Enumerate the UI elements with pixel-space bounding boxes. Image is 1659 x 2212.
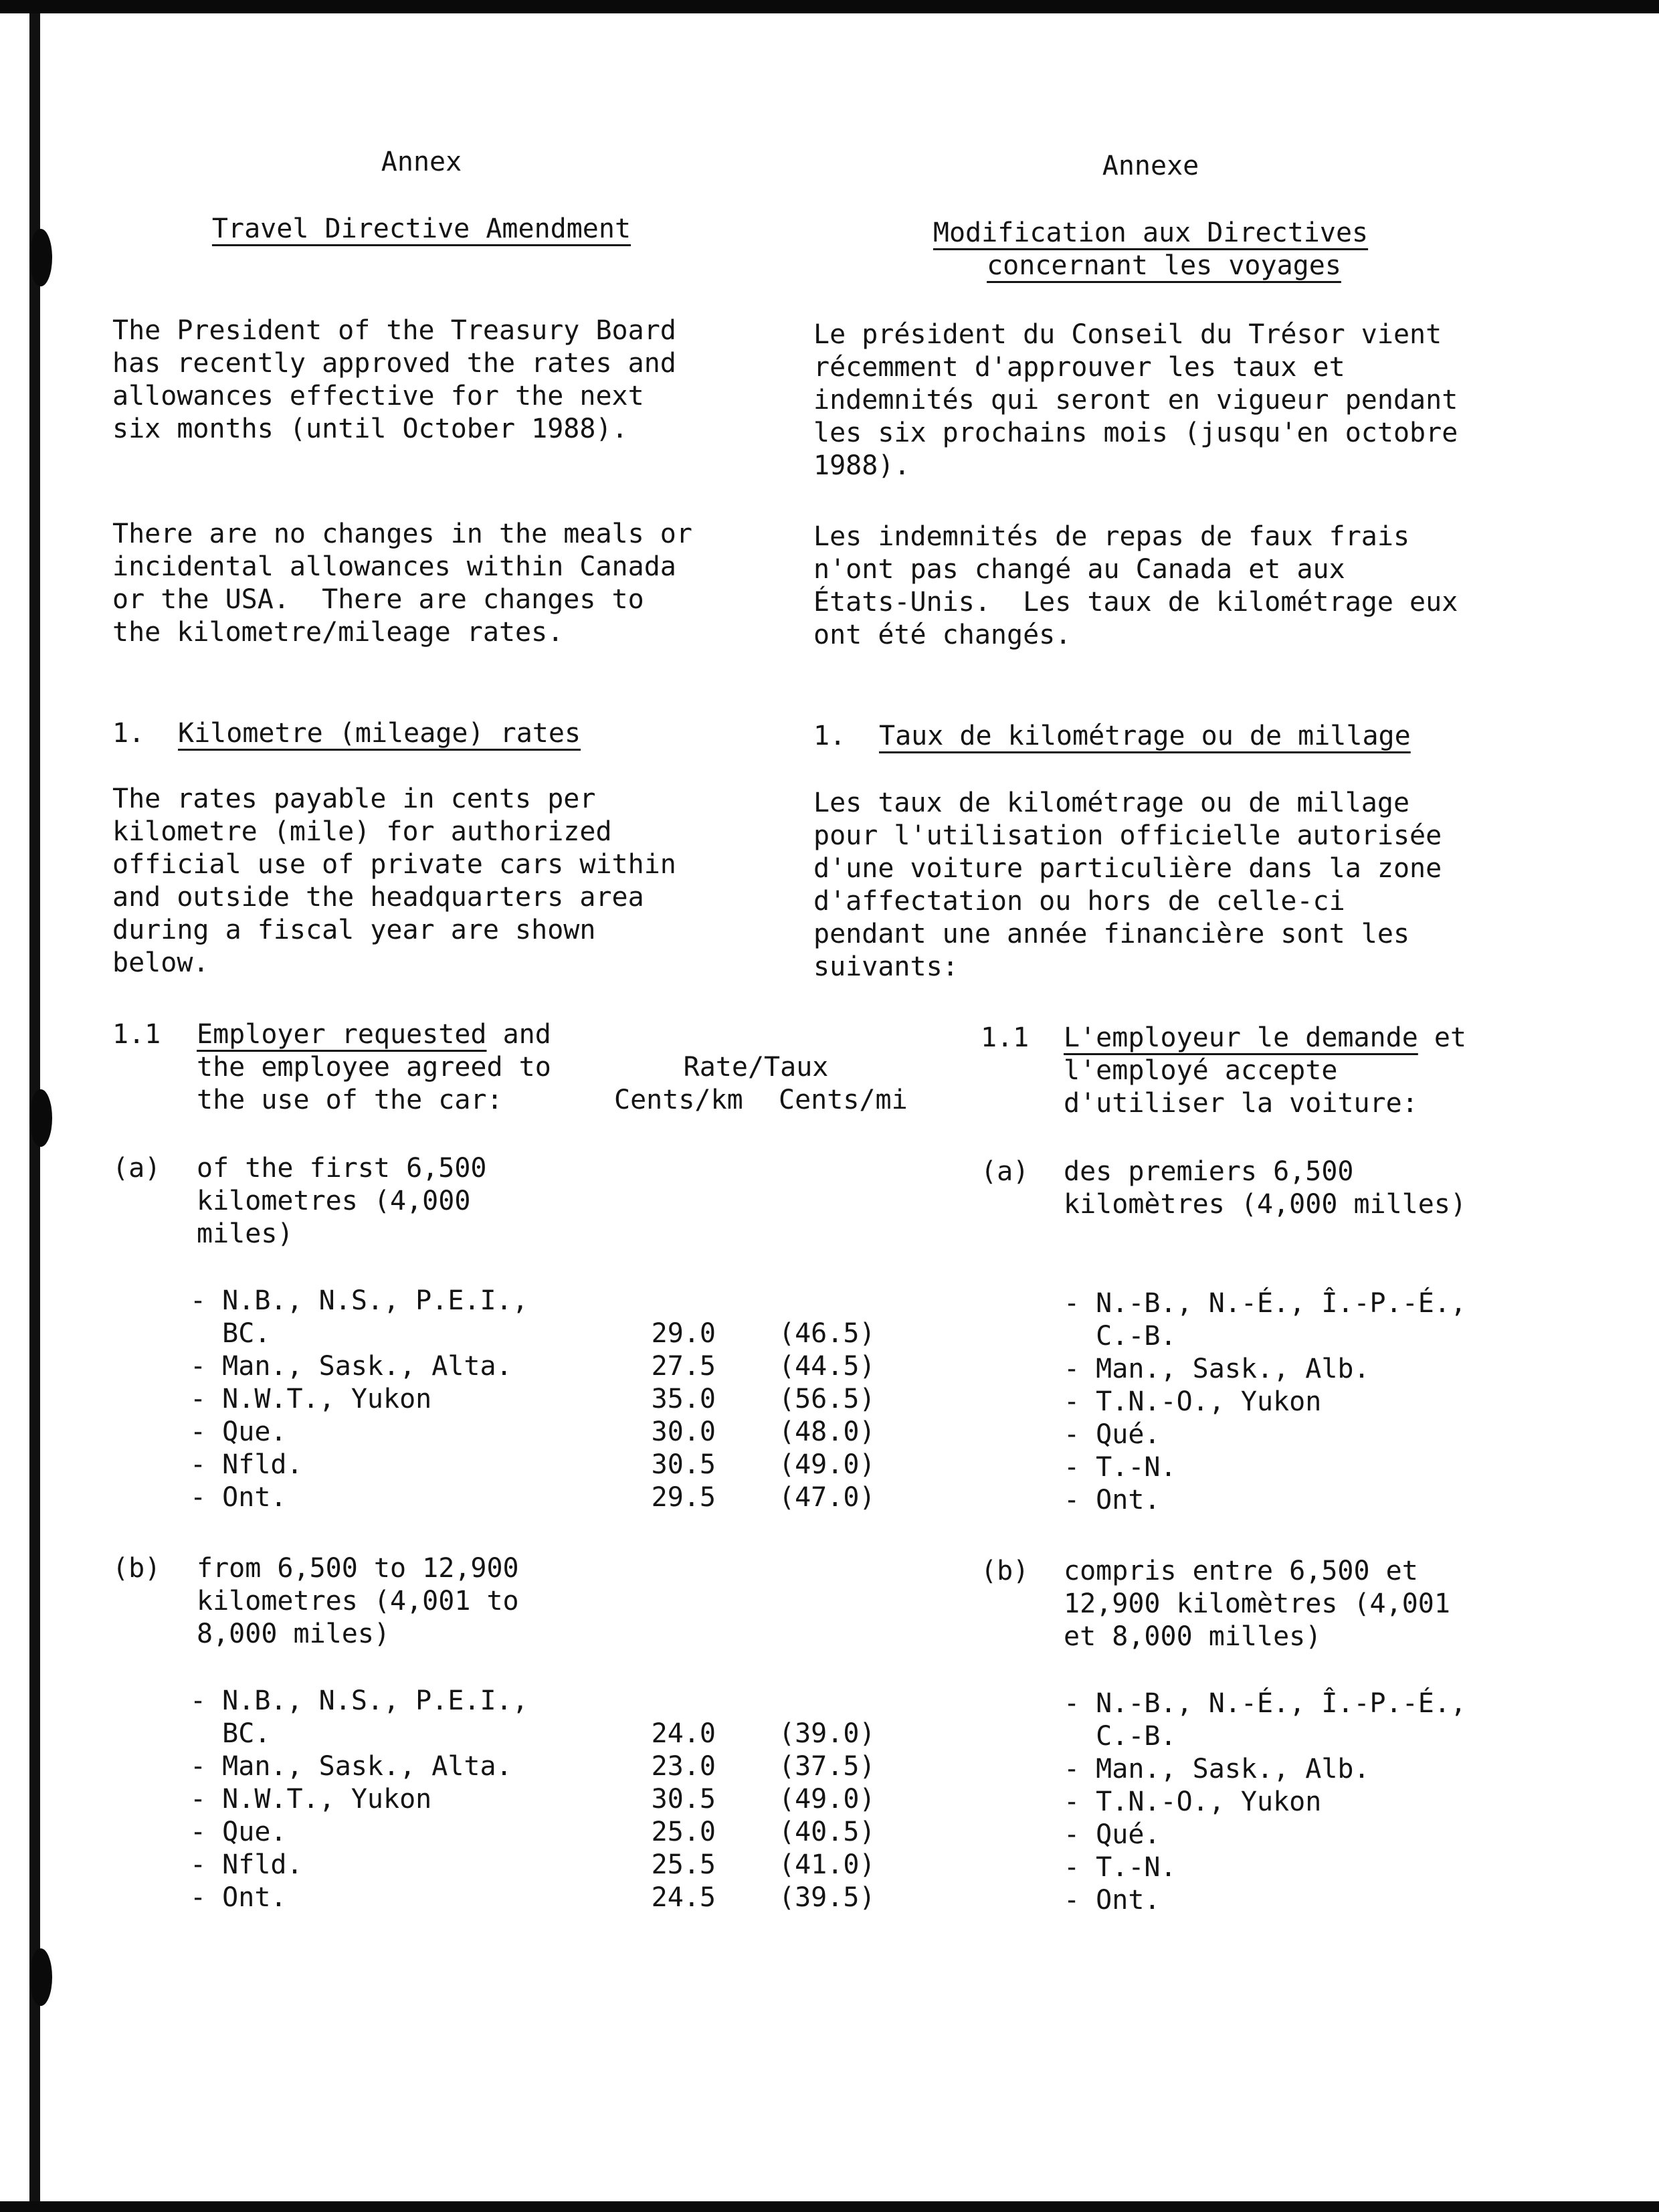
french-b-region: - Man., Sask., Alb.: [1064, 1754, 1370, 1784]
french-b-region: - T.N.-O., Yukon: [1064, 1786, 1322, 1817]
french-a-region: - T.-N.: [1064, 1452, 1177, 1483]
rate-km-cell: 25.5: [651, 1849, 716, 1880]
english-b-region: - Nfld.: [190, 1849, 303, 1880]
rate-km-cell: 23.0: [651, 1751, 716, 1782]
english-b-region: - N.W.T., Yukon: [190, 1784, 432, 1815]
french-a-label: (a): [981, 1156, 1030, 1187]
french-a-region: - Ont.: [1064, 1485, 1161, 1515]
french-subsection-continuation: l'employé accepte d'utiliser la voiture:: [1064, 1055, 1418, 1119]
english-section-number: 1.: [112, 718, 145, 749]
french-b-label: (b): [981, 1556, 1030, 1586]
rate-mi-cell: (44.5): [779, 1351, 876, 1382]
english-a-region: - Ont.: [190, 1482, 287, 1513]
french-a-region: - Qué.: [1064, 1419, 1161, 1450]
french-subsection-number: 1.1: [981, 1022, 1030, 1053]
english-a-label: (a): [112, 1153, 161, 1184]
french-b-text: compris entre 6,500 et 12,900 kilomètres (4,001 et 8,000 milles): [1064, 1556, 1450, 1652]
french-section-number: 1.: [813, 721, 846, 751]
rate-mi-cell: (40.5): [779, 1817, 876, 1847]
rate-km-cell: 27.5: [651, 1351, 716, 1382]
rate-km-cell: 24.5: [651, 1882, 716, 1913]
french-subsection-title: L'employeur le demande: [1064, 1022, 1418, 1053]
french-b-region: - Qué.: [1064, 1819, 1161, 1850]
rate-mi-cell: (46.5): [779, 1318, 876, 1349]
french-subsection-title-rest: et: [1418, 1022, 1467, 1053]
rate-km-cell: 30.5: [651, 1784, 716, 1815]
french-b-region: - T.-N.: [1064, 1852, 1177, 1883]
rate-km-cell: 29.5: [651, 1482, 716, 1513]
rate-km-cell: 29.0: [651, 1318, 716, 1349]
english-subsection-title-rest: and: [486, 1019, 551, 1050]
annexe-heading: Annexe: [1102, 151, 1199, 181]
english-a-region: - Nfld.: [190, 1449, 303, 1480]
rate-mi-cell: (41.0): [779, 1849, 876, 1880]
english-paragraph-2: There are no changes in the meals or incidental allowances within Canada or the USA. There are changes to the kilometre/mileage rates.: [112, 519, 692, 648]
english-b-region: - Man., Sask., Alta.: [190, 1751, 512, 1782]
french-b-region: - Ont.: [1064, 1885, 1161, 1916]
french-title-line-1: Modification aux Directives: [933, 217, 1369, 248]
french-title-line-2: concernant les voyages: [987, 250, 1341, 281]
rate-mi-cell: (48.0): [779, 1416, 876, 1447]
cents-per-mile-header: Cents/mi: [779, 1085, 908, 1115]
english-paragraph-3: The rates payable in cents per kilometre (mile) for authorized official use of private cars within and outside the headquarters area during a fiscal year are shown below.: [112, 784, 676, 978]
scan-top-edge: [0, 0, 1659, 13]
english-b-text: from 6,500 to 12,900 kilometres (4,001 to 8,000 miles): [197, 1553, 519, 1649]
english-b-label: (b): [112, 1553, 161, 1584]
rate-km-cell: 30.5: [651, 1449, 716, 1480]
english-a-region: - N.B., N.S., P.E.I., BC.: [190, 1285, 528, 1349]
english-b-region: - Que.: [190, 1817, 287, 1847]
french-a-region: - Man., Sask., Alb.: [1064, 1354, 1370, 1384]
french-b-region: - N.-B., N.-É., Î.-P.-É., C.-B.: [1064, 1688, 1467, 1752]
english-a-region: - N.W.T., Yukon: [190, 1384, 432, 1414]
english-a-text: of the first 6,500 kilometres (4,000 miles): [197, 1153, 487, 1249]
english-section-title: Kilometre (mileage) rates: [178, 718, 581, 749]
english-subsection-title: Employer requested: [197, 1019, 487, 1050]
rate-km-cell: 25.0: [651, 1817, 716, 1847]
english-title: Travel Directive Amendment: [211, 213, 631, 244]
french-paragraph-1: Le président du Conseil du Trésor vient récemment d'approuver les taux et indemnités qui seront en vigueur pendant les six prochains mois (jusqu'en octobre 1988).: [813, 319, 1458, 481]
scan-bottom-edge: [0, 2201, 1659, 2212]
rate-mi-cell: (37.5): [779, 1751, 876, 1782]
french-a-region: - N.-B., N.-É., Î.-P.-É., C.-B.: [1064, 1288, 1467, 1352]
cents-per-km-header: Cents/km: [614, 1085, 743, 1115]
rate-km-cell: 30.0: [651, 1416, 716, 1447]
punch-hole: [29, 1089, 52, 1147]
rate-mi-cell: (49.0): [779, 1449, 876, 1480]
rate-km-cell: 35.0: [651, 1384, 716, 1414]
english-b-region: - N.B., N.S., P.E.I., BC.: [190, 1685, 528, 1749]
english-paragraph-1: The President of the Treasury Board has recently approved the rates and allowances effective for the next six months (until October 1988).: [112, 315, 676, 444]
english-a-region: - Que.: [190, 1416, 287, 1447]
french-section-title: Taux de kilométrage ou de millage: [879, 721, 1411, 751]
rate-mi-cell: (39.0): [779, 1718, 876, 1749]
rate-mi-cell: (39.5): [779, 1882, 876, 1913]
rate-mi-cell: (49.0): [779, 1784, 876, 1815]
rate-mi-cell: (56.5): [779, 1384, 876, 1414]
english-subsection-number: 1.1: [112, 1019, 161, 1050]
punch-hole: [29, 229, 52, 286]
english-subsection-continuation: the employee agreed to the use of the car:: [197, 1052, 551, 1115]
punch-hole: [29, 1948, 52, 2006]
english-a-region: - Man., Sask., Alta.: [190, 1351, 512, 1382]
rate-mi-cell: (47.0): [779, 1482, 876, 1513]
french-paragraph-3: Les taux de kilométrage ou de millage pour l'utilisation officielle autorisée d'une voiture particulière dans la zone d'affectation ou hors de celle-ci pendant une année financière sont les suivants:: [813, 788, 1442, 982]
english-b-region: - Ont.: [190, 1882, 287, 1913]
french-paragraph-2: Les indemnités de repas de faux frais n'ont pas changé au Canada et aux États-Unis. Les taux de kilométrage eux ont été changés.: [813, 521, 1458, 650]
french-a-region: - T.N.-O., Yukon: [1064, 1386, 1322, 1417]
annex-heading: Annex: [381, 147, 462, 177]
french-a-text: des premiers 6,500 kilomètres (4,000 milles): [1064, 1156, 1467, 1220]
rate-header: Rate/Taux: [683, 1052, 829, 1083]
rate-km-cell: 24.0: [651, 1718, 716, 1749]
